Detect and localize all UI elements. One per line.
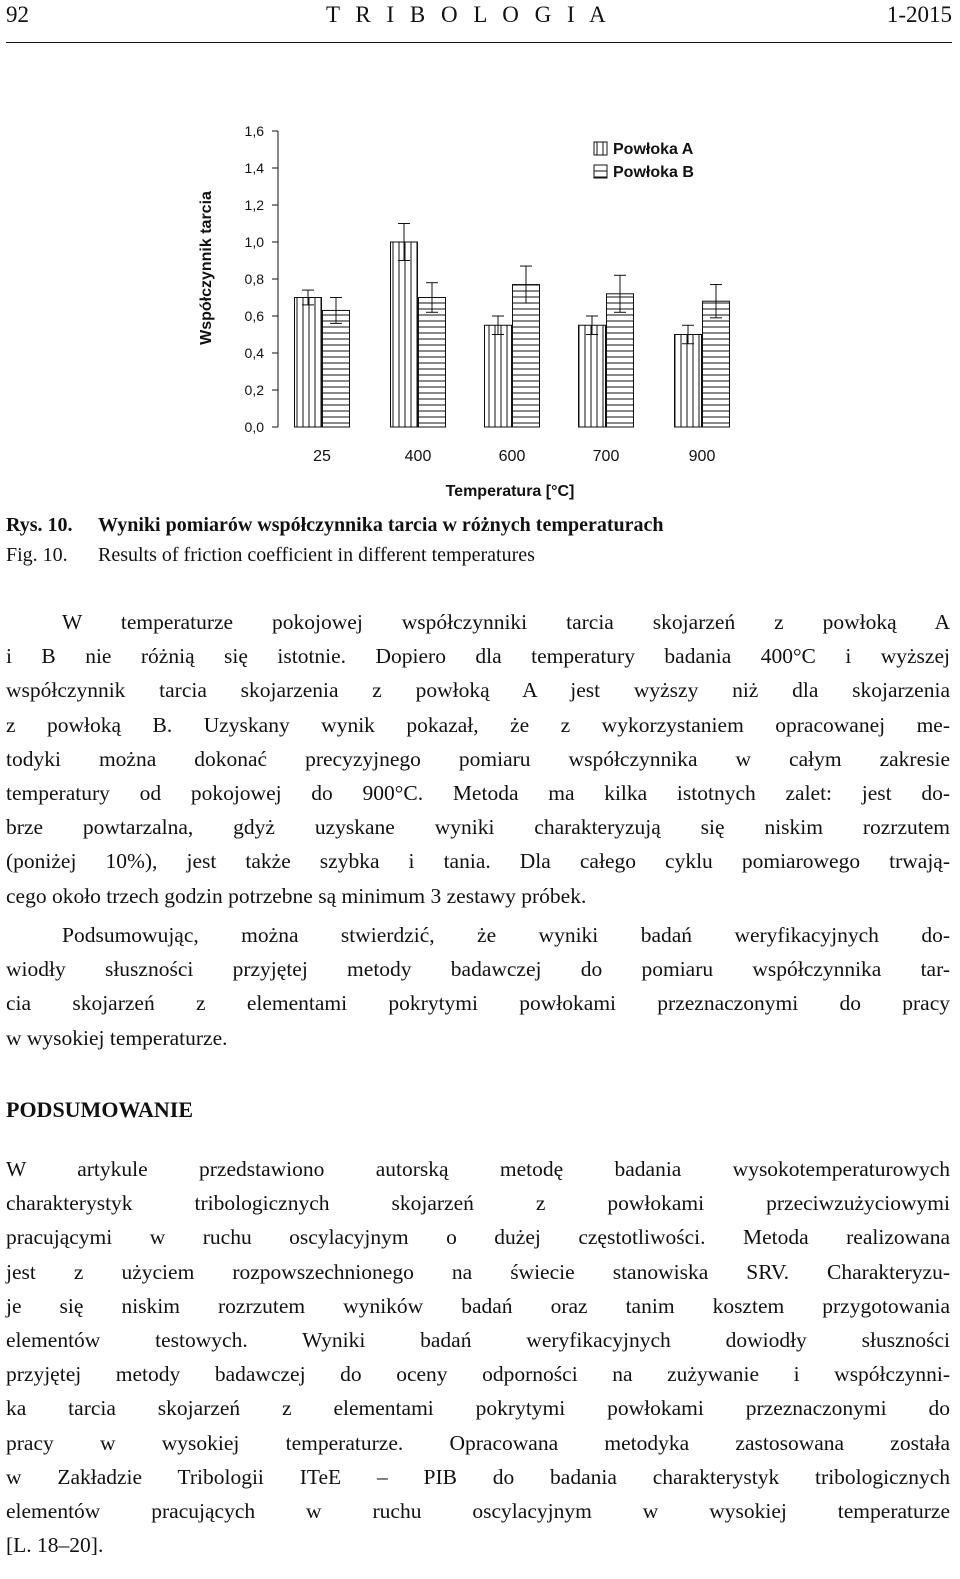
bar-powloka-a bbox=[485, 325, 512, 427]
bar-powloka-a bbox=[391, 242, 418, 427]
x-tick-label: 400 bbox=[404, 448, 432, 465]
paragraph-conclusions bbox=[6, 1152, 950, 1562]
x-tick-label: 700 bbox=[592, 448, 620, 465]
bar-powloka-b bbox=[607, 294, 634, 427]
y-tick-label: 0,8 bbox=[244, 271, 264, 287]
text-line: cia skojarzeń z elementami pokrytymi powłokami przeznaczonymi do pracy bbox=[6, 991, 950, 1016]
text-line: współczynnik tarcia skojarzenia z powłoką A jest wyższy niż dla skojarzenia bbox=[6, 678, 950, 703]
text-line: z powłoką B. Uzyskany wynik pokazał, że z wykorzystaniem opracowanej me- bbox=[6, 712, 950, 737]
x-tick-label: 900 bbox=[688, 448, 716, 465]
x-tick-label: 25 bbox=[313, 448, 331, 465]
text-line: jest z użyciem rozpowszechnionego na świecie stanowiska SRV. Charakteryzu- bbox=[6, 1259, 950, 1284]
paragraph-summary bbox=[6, 918, 950, 1055]
y-tick-label: 1,0 bbox=[244, 234, 264, 250]
text-line: wiodły słuszności przyjętej metody badawczej do pomiaru współczynnika tar- bbox=[6, 957, 950, 982]
text-line: (poniżej 10%), jest także szybka i tania. Dla całego cyklu pomiarowego trwają- bbox=[6, 849, 950, 874]
legend-swatch-b bbox=[594, 165, 607, 178]
text-line: W temperaturze pokojowej współczynniki tarcia skojarzeń z powłoką A bbox=[62, 610, 950, 634]
header-rule bbox=[6, 42, 952, 43]
y-tick-label: 0,0 bbox=[244, 419, 264, 435]
bar-powloka-a bbox=[579, 325, 606, 427]
text-line: w wysokiej temperaturze. bbox=[6, 1025, 228, 1050]
text-line: brze powtarzalna, gdyż uzyskane wyniki charakteryzują się niskim rozrzutem bbox=[6, 815, 950, 840]
paragraph-results bbox=[6, 605, 950, 913]
text-line: pracującymi w ruchu oscylacyjnym o dużej częstotliwości. Metoda realizowana bbox=[6, 1225, 950, 1250]
legend-label-a: Powłoka A bbox=[613, 141, 694, 158]
text-line: i B nie różnią się istotnie. Dopiero dla temperatury badania 400°C i wyższej bbox=[6, 644, 950, 669]
text-line: Podsumowując, można stwierdzić, że wyniki badań weryfikacyjnych do- bbox=[62, 923, 950, 947]
bar-powloka-b bbox=[419, 298, 446, 428]
friction-bar-chart bbox=[0, 100, 960, 505]
text-line: ka tarcia skojarzeń z elementami pokrytymi powłokami przeznaczonymi do bbox=[6, 1396, 950, 1421]
bar-powloka-b bbox=[323, 310, 350, 427]
page-number: 92 bbox=[6, 2, 29, 27]
journal-title: T R I B O L O G I A bbox=[326, 2, 611, 27]
text-line: przyjętej metody badawczej do oceny odporności na zużywanie i współczynni- bbox=[6, 1362, 950, 1387]
text-line: charakterystyk tribologicznych skojarzeń z powłokami przeciwzużyciowymi bbox=[6, 1191, 950, 1216]
text-line: je się niskim rozrzutem wyników badań oraz tanim kosztem przygotowania bbox=[6, 1293, 950, 1318]
text-line: cego około trzech godzin potrzebne są minimum 3 zestawy próbek. bbox=[6, 883, 587, 908]
text-line: temperatury od pokojowej do 900°C. Metoda ma kilka istotnych zalet: jest do- bbox=[6, 781, 950, 806]
y-tick-label: 1,6 bbox=[244, 123, 264, 139]
figure-caption-text-pl: Wyniki pomiarów współczynnika tarcia w różnych temperaturach bbox=[98, 514, 664, 536]
y-axis-title: Współczynnik tarcia bbox=[198, 191, 215, 345]
figure-caption-pl bbox=[6, 514, 664, 537]
figure-label-en: Fig. 10. bbox=[6, 544, 68, 566]
y-tick-label: 0,6 bbox=[244, 308, 264, 324]
text-line: elementów testowych. Wyniki badań weryfikacyjnych dowiodły słuszności bbox=[6, 1328, 950, 1353]
section-heading: PODSUMOWANIE bbox=[6, 1097, 194, 1122]
bar-powloka-b bbox=[703, 301, 730, 427]
y-tick-label: 1,2 bbox=[244, 197, 264, 213]
y-tick-label: 0,4 bbox=[244, 345, 264, 361]
text-line: [L. 18–20]. bbox=[6, 1533, 104, 1558]
text-line: pracy w wysokiej temperaturze. Opracowana metodyka zastosowana została bbox=[6, 1430, 950, 1455]
figure-caption-en bbox=[6, 544, 535, 567]
text-line: w Zakładzie Tribologii ITeE – PIB do badania charakterystyk tribologicznych bbox=[6, 1464, 950, 1489]
figure-label-pl: Rys. 10. bbox=[6, 514, 73, 536]
y-tick-label: 1,4 bbox=[244, 160, 264, 176]
y-tick-label: 0,2 bbox=[244, 382, 264, 398]
bar-powloka-a bbox=[675, 335, 702, 428]
x-axis-title: Temperatura [°C] bbox=[445, 483, 575, 500]
legend-label-b: Powłoka B bbox=[613, 164, 694, 181]
bar-powloka-a bbox=[295, 298, 322, 428]
bar-powloka-b bbox=[513, 285, 540, 427]
page-header bbox=[6, 0, 952, 40]
x-tick-label: 600 bbox=[498, 448, 526, 465]
journal-issue: 1-2015 bbox=[886, 2, 952, 27]
legend-swatch-a bbox=[594, 142, 607, 155]
text-line: elementów pracujących w ruchu oscylacyjnym w wysokiej temperaturze bbox=[6, 1499, 950, 1524]
text-line: todyki można dokonać precyzyjnego pomiaru współczynnika w całym zakresie bbox=[6, 746, 950, 771]
figure-caption-text-en: Results of friction coefficient in different temperatures bbox=[98, 544, 535, 566]
text-line: W artykule przedstawiono autorską metodę badania wysokotemperaturowych bbox=[6, 1157, 950, 1181]
